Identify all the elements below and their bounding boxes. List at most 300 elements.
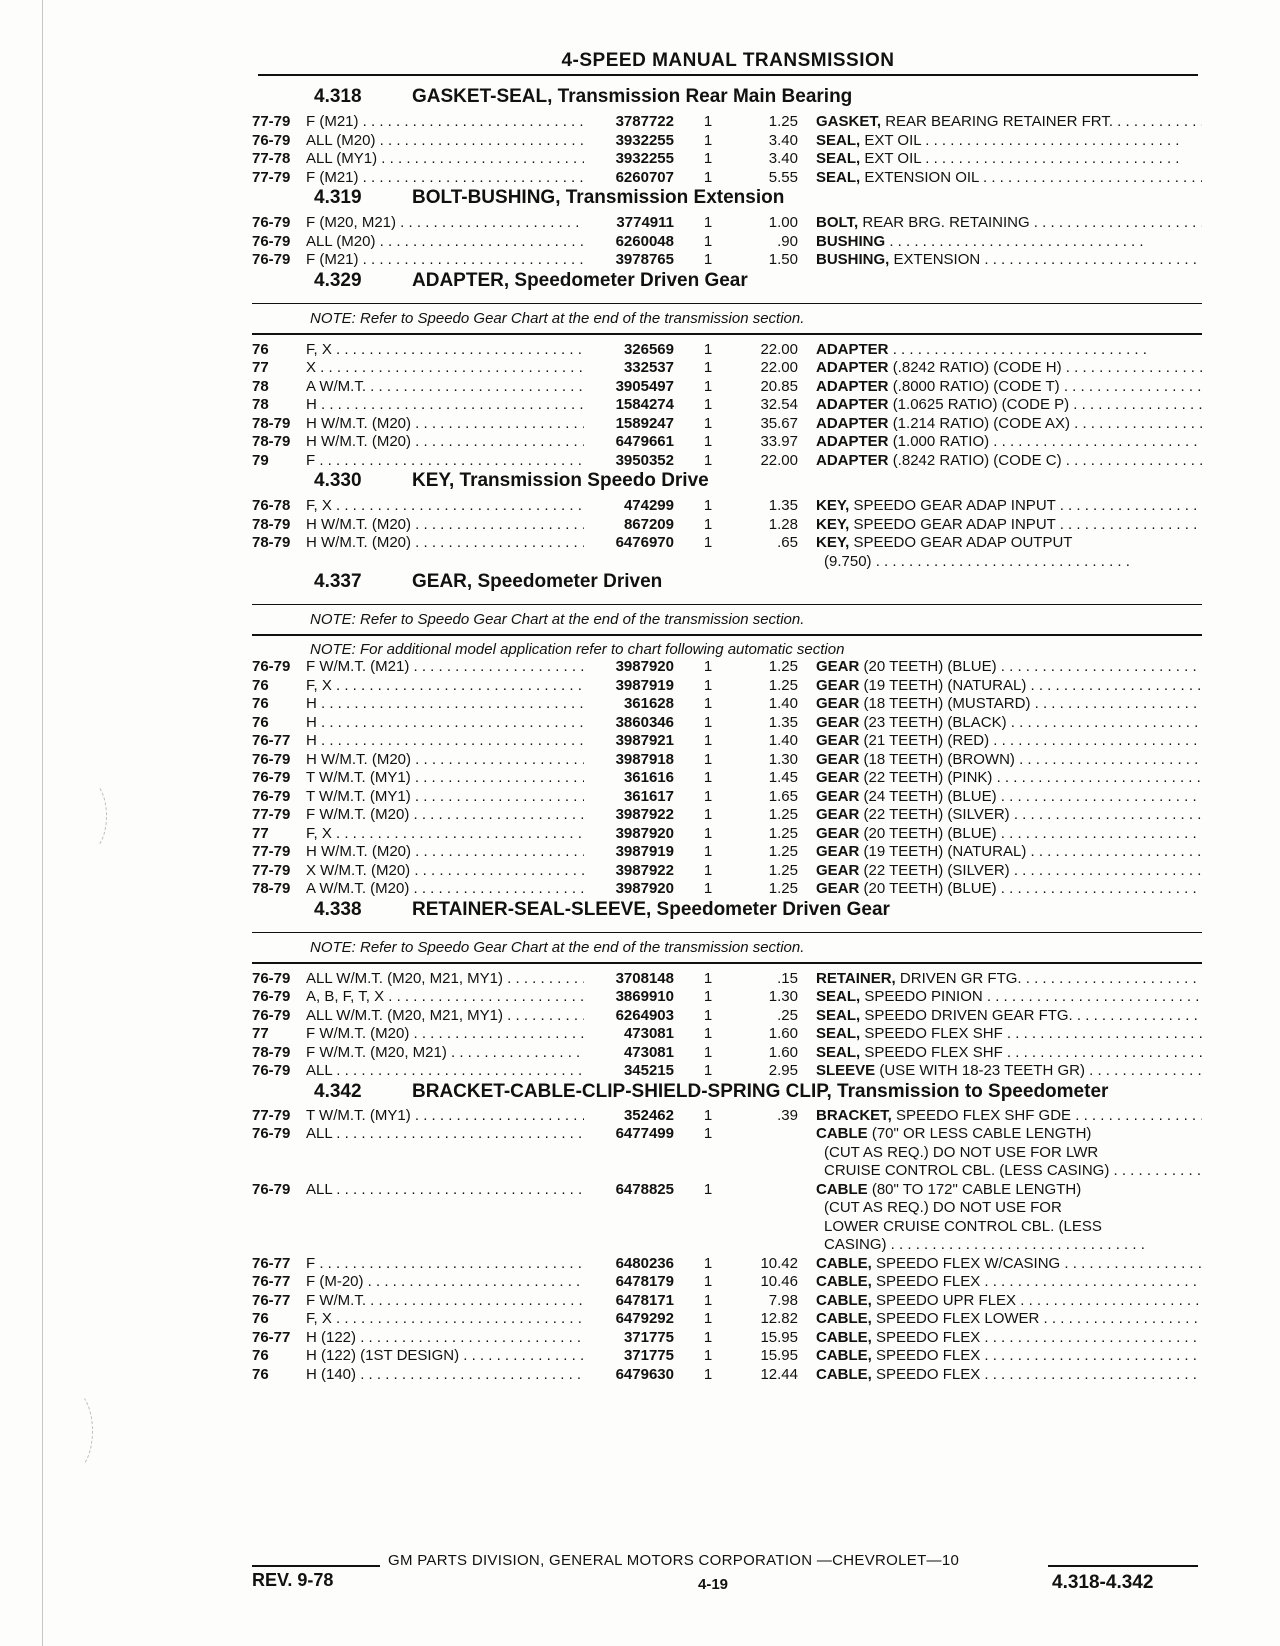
description-text: (20 TEETH) (BLUE) [863, 824, 997, 842]
part-number: 6260048 [615, 232, 674, 250]
description-line [816, 516, 1202, 535]
part-name: RETAINER, [816, 969, 896, 987]
model-application-text: A W/M.T. . . . [306, 378, 584, 395]
description-line [816, 1062, 1202, 1081]
part-name: ADAPTER [816, 433, 889, 450]
model-application [306, 452, 584, 471]
price: 1.28 [768, 515, 798, 533]
model-years: 76-77 [252, 1328, 291, 1346]
part-row [252, 169, 1202, 188]
price: 3.40 [768, 131, 798, 149]
model-application-text: A, B, F, T, X . . . [306, 988, 584, 1005]
model-application [306, 1366, 584, 1385]
part-row [252, 825, 1202, 844]
model-application [306, 113, 584, 132]
part-row [252, 714, 1202, 733]
part-row [252, 769, 1202, 788]
model-years: 76-78 [252, 497, 291, 514]
description-text: (19 TEETH) (NATURAL) [863, 843, 1027, 860]
part-row [252, 233, 1202, 252]
part-name: CABLE, [816, 1273, 872, 1290]
part-description [816, 415, 1202, 434]
part-number: 3860346 [615, 713, 674, 731]
model-application-text: F W/M.T. (M20) . . . [306, 1025, 584, 1042]
part-row [252, 433, 1202, 452]
quantity: 1 [703, 451, 713, 469]
part-name: GEAR [816, 806, 860, 823]
part-row [252, 1273, 1202, 1292]
price: .39 [777, 1106, 798, 1124]
quantity: 1 [703, 113, 713, 130]
part-description [816, 1181, 1202, 1255]
model-years: 76-79 [252, 1062, 291, 1079]
part-description [816, 1310, 1202, 1329]
description-text: SPEEDO FLEX [876, 1365, 981, 1383]
part-name: GEAR [816, 732, 860, 749]
model-application [306, 1044, 584, 1063]
model-years: 78 [252, 377, 269, 395]
price [738, 1181, 816, 1255]
description-text: LOWER CRUISE CONTROL CBL. (LESS [824, 1217, 1102, 1235]
part-number: 6478179 [615, 1273, 674, 1290]
model-application [306, 1255, 584, 1274]
part-row [252, 658, 1202, 677]
quantity: 1 [703, 1291, 713, 1309]
model-years: 76 [252, 340, 269, 358]
part-number: 6477499 [615, 1125, 674, 1142]
model-years: 76-79 [252, 1006, 291, 1024]
section-title: RETAINER-SEAL-SLEEVE, Speedometer Driven Gear [412, 898, 890, 920]
description-line [816, 1125, 1202, 1144]
part-description [816, 1025, 1202, 1044]
part-name: GEAR [816, 676, 860, 694]
description-line [816, 169, 1202, 188]
part-number: 3905497 [615, 377, 674, 395]
model-years: 77 [252, 359, 269, 376]
price: 7.98 [768, 1291, 798, 1309]
description-line [816, 433, 1202, 452]
part-name: ADAPTER [816, 377, 889, 395]
part-row [252, 1025, 1202, 1044]
description-line [816, 1310, 1202, 1329]
part-description [816, 433, 1202, 452]
model-application-text: F (M21) . . . [306, 113, 584, 130]
description-text: (CUT AS REQ.) DO NOT USE FOR LWR [824, 1143, 1099, 1161]
price: 15.95 [760, 1328, 798, 1346]
description-text: EXTENSION [893, 251, 981, 268]
description-text: SPEEDO FLEX SHF [864, 1025, 1003, 1042]
model-application-text: H W/M.T. (M20) . . . [306, 843, 584, 860]
part-description [816, 988, 1202, 1007]
quantity: 1 [703, 713, 713, 731]
footer-rule [252, 1565, 380, 1567]
quantity: 1 [703, 1347, 713, 1364]
section-heading [252, 270, 1202, 297]
price: 35.67 [760, 414, 798, 432]
description-text: (9.750) [824, 552, 872, 570]
scan-artifact-mark [52, 1390, 93, 1472]
model-application [306, 534, 584, 571]
part-description [816, 1366, 1202, 1385]
description-text: (USE WITH 18-23 TEETH GR) . . . [879, 1062, 1110, 1079]
description-line [816, 1255, 1202, 1274]
model-application [306, 497, 584, 516]
section-title: GASKET-SEAL, Transmission Rear Main Bearing [412, 86, 853, 107]
quantity: 1 [703, 676, 713, 694]
section-heading [252, 470, 1202, 497]
part-row [252, 751, 1202, 770]
description-text: SPEEDO PINION [864, 988, 983, 1005]
section-title: BOLT-BUSHING, Transmission Extension [412, 187, 785, 208]
binding-margin-line [42, 0, 43, 1646]
page-title: 4-SPEED MANUAL TRANSMISSION [561, 50, 895, 71]
model-application-text: T W/M.T. (MY1) . . . [306, 1107, 584, 1124]
model-application [306, 806, 584, 825]
description-line [816, 1044, 1202, 1063]
part-number: 326569 [623, 340, 674, 358]
description-text: DRIVEN GR FTG. [899, 969, 1022, 987]
description-line [816, 1107, 1202, 1126]
part-row [252, 132, 1202, 151]
quantity: 1 [703, 497, 713, 514]
model-years: 77-79 [252, 1106, 291, 1124]
price: 15.95 [760, 1347, 798, 1364]
part-number: 6479292 [615, 1310, 674, 1327]
revision-label: REV. 9-78 [252, 1570, 334, 1590]
part-number: 3987920 [615, 824, 674, 842]
description-line [816, 214, 1202, 233]
price: .15 [777, 969, 798, 987]
part-name: GEAR [816, 861, 860, 879]
price: 10.46 [760, 1273, 798, 1290]
part-description [816, 378, 1202, 397]
model-application [306, 169, 584, 188]
price: 10.42 [760, 1254, 798, 1272]
model-years: 76-79 [252, 214, 291, 231]
part-row [252, 497, 1202, 516]
section-note: NOTE: Refer to Speedo Gear Chart at the end of the transmission section. [310, 309, 805, 327]
description-text: (24 TEETH) (BLUE) [863, 787, 997, 805]
model-application-text: H W/M.T. (M20) . . . [306, 433, 584, 450]
quantity: 1 [703, 1062, 713, 1079]
description-text: SPEEDO FLEX [876, 1347, 981, 1364]
note-rule [252, 962, 1202, 964]
model-application-text: ALL . . . [306, 1181, 584, 1198]
price: 1.30 [768, 988, 798, 1005]
part-number: 1584274 [615, 396, 674, 413]
model-years: 76-79 [252, 1180, 291, 1198]
part-number: 3987921 [615, 732, 674, 749]
price: 20.85 [760, 377, 798, 395]
model-application-text: F (M21) . . . [306, 251, 584, 268]
page-number: 4-19 [698, 1576, 729, 1593]
quantity: 1 [703, 843, 713, 860]
description-text: (CUT AS REQ.) DO NOT USE FOR [824, 1199, 1062, 1216]
description-line [816, 1144, 1202, 1163]
part-description [816, 516, 1202, 535]
part-description [816, 1062, 1202, 1081]
part-number: 3987922 [615, 806, 674, 823]
model-application [306, 970, 584, 989]
model-years: 76-79 [252, 1125, 291, 1142]
model-application-text: H W/M.T. (M20) . . . [306, 534, 584, 551]
part-description [816, 658, 1202, 677]
part-number: 371775 [623, 1347, 674, 1364]
model-years: 76-79 [252, 969, 291, 987]
part-number: 361617 [623, 787, 674, 805]
model-application [306, 769, 584, 788]
part-description [816, 970, 1202, 989]
part-number: 3987920 [615, 658, 674, 675]
model-application-text: F W/M.T. (M20, M21) . . . [306, 1044, 584, 1061]
model-application-text: F W/M.T. (M21) . . . [306, 658, 584, 675]
part-number: 3708148 [615, 969, 674, 987]
description-text: SPEEDO FLEX W/CASING [876, 1254, 1061, 1272]
part-name: CABLE, [816, 1254, 872, 1272]
part-description [816, 497, 1202, 516]
description-line [816, 825, 1202, 844]
part-name: GEAR [816, 695, 860, 712]
description-text: (.8000 RATIO) (CODE T) [892, 377, 1060, 395]
part-row [252, 113, 1202, 132]
price: 2.95 [768, 1062, 798, 1079]
description-text: CRUISE CONTROL CBL. (LESS CASING) . [824, 1162, 1118, 1179]
model-years: 77-79 [252, 113, 291, 130]
part-number: 3978765 [615, 251, 674, 268]
model-application [306, 825, 584, 844]
description-text: SPEEDO FLEX SHF [864, 1043, 1003, 1061]
model-application-text: H W/M.T. (M20) . . . [306, 751, 584, 768]
section-number: 4.319 [314, 187, 362, 208]
part-number: 6260707 [615, 168, 674, 186]
quantity: 1 [703, 1106, 713, 1124]
note-block [252, 303, 1202, 335]
description-line [816, 843, 1202, 862]
part-description [816, 1292, 1202, 1311]
price: 3.40 [768, 150, 798, 167]
description-text: SPEEDO UPR FLEX [876, 1291, 1017, 1309]
section-heading [252, 899, 1202, 926]
section-heading [252, 1081, 1202, 1107]
part-name: CABLE [816, 1180, 868, 1198]
part-number: 867209 [623, 515, 674, 533]
section-title: KEY, Transmission Speedo Drive [412, 470, 709, 491]
model-years: 76-79 [252, 658, 291, 675]
description-line [816, 677, 1202, 696]
catalog-section [252, 571, 1202, 899]
quantity: 1 [703, 988, 713, 1005]
description-text: (22 TEETH) (PINK) [863, 769, 993, 786]
part-row [252, 214, 1202, 233]
quantity: 1 [703, 1043, 713, 1061]
model-years: 76-77 [252, 732, 291, 749]
part-description [816, 150, 1202, 169]
footer-rule [1048, 1565, 1198, 1567]
price: 1.65 [768, 787, 798, 805]
part-row [252, 341, 1202, 360]
model-application-text: T W/M.T. (MY1) . . . [306, 788, 584, 805]
model-application [306, 396, 584, 415]
model-application [306, 677, 584, 696]
quantity: 1 [703, 534, 713, 551]
model-application-text: ALL (M20) . . . [306, 233, 584, 250]
part-number: 6480236 [615, 1254, 674, 1272]
description-line [816, 378, 1202, 397]
part-name: BRACKET, [816, 1106, 892, 1124]
model-application [306, 132, 584, 151]
quantity: 1 [703, 658, 713, 675]
price: 1.30 [768, 750, 798, 768]
description-line [816, 1162, 1202, 1181]
description-text: (19 TEETH) (NATURAL) [863, 676, 1027, 694]
part-row [252, 843, 1202, 862]
model-application-text: H . . . [306, 732, 584, 749]
description-line [816, 251, 1202, 270]
description-text: (18 TEETH) (BROWN) [863, 750, 1015, 768]
part-name: CABLE [816, 1125, 868, 1142]
model-application-text: X . . . [306, 359, 584, 376]
part-description [816, 1107, 1202, 1126]
description-text: (.8242 RATIO) (CODE H) [892, 359, 1062, 376]
price: 1.25 [768, 843, 798, 860]
part-number: 474299 [623, 497, 674, 514]
part-name: CABLE, [816, 1328, 872, 1346]
quantity: 1 [703, 150, 713, 167]
model-application [306, 1062, 584, 1081]
model-application-text: ALL . . . [306, 1125, 584, 1142]
description-text: (1.0625 RATIO) (CODE P) [892, 396, 1070, 413]
part-number: 473081 [623, 1025, 674, 1042]
description-text: SPEEDO FLEX SHF GDE [896, 1106, 1072, 1124]
quantity: 1 [703, 1254, 713, 1272]
section-title: GEAR, Speedometer Driven [412, 571, 663, 592]
model-years: 78-79 [252, 414, 291, 432]
scan-artifact-mark [70, 780, 107, 852]
model-application-text: ALL (M20) . . . [306, 132, 584, 149]
part-description [816, 233, 1202, 252]
quantity: 1 [703, 1273, 713, 1290]
price: 1.25 [768, 824, 798, 842]
model-years: 78 [252, 396, 269, 413]
part-name: GEAR [816, 750, 860, 768]
model-application-text: ALL (MY1) . . . [306, 150, 584, 167]
model-years: 76 [252, 1310, 269, 1327]
model-application [306, 233, 584, 252]
section-number: 4.318 [314, 86, 362, 107]
description-text: (22 TEETH) (SILVER) [863, 861, 1010, 879]
model-application [306, 1292, 584, 1311]
model-years: 76 [252, 713, 269, 731]
model-application-text: H W/M.T. (M20) . . . [306, 516, 584, 533]
model-application [306, 1025, 584, 1044]
part-name: SEAL, [816, 150, 861, 167]
part-name: GEAR [816, 880, 860, 897]
description-line [816, 150, 1202, 169]
description-text: SPEEDO GEAR ADAP INPUT [853, 497, 1056, 514]
model-application [306, 732, 584, 751]
part-name: GEAR [816, 713, 860, 731]
part-row [252, 806, 1202, 825]
part-description [816, 825, 1202, 844]
model-application [306, 714, 584, 733]
description-text: SPEEDO FLEX LOWER [876, 1310, 1040, 1327]
quantity: 1 [703, 806, 713, 823]
part-row [252, 516, 1202, 535]
description-text: (20 TEETH) (BLUE) [863, 880, 997, 897]
description-text: SPEEDO FLEX [876, 1328, 981, 1346]
model-years: 76-77 [252, 1254, 291, 1272]
quantity: 1 [703, 1328, 713, 1346]
description-line [816, 1329, 1202, 1348]
price: 1.50 [768, 251, 798, 268]
part-name: SEAL, [816, 168, 861, 186]
section-number: 4.329 [314, 269, 362, 291]
catalog-section [252, 1081, 1202, 1385]
part-description [816, 862, 1202, 881]
model-application-text: ALL W/M.T. (M20, M21, MY1) . . . . [306, 970, 584, 987]
description-text: EXTENSION OIL [864, 168, 979, 186]
part-name: BUSHING [816, 232, 886, 250]
description-line [816, 1292, 1202, 1311]
model-application-text: F, X . . . [306, 497, 584, 514]
catalog-section [252, 270, 1202, 471]
model-years: 76-79 [252, 131, 291, 149]
model-application-text: F . . . [306, 452, 584, 469]
price: 22.00 [760, 359, 798, 376]
description-line [816, 788, 1202, 807]
part-row [252, 1329, 1202, 1348]
part-description [816, 751, 1202, 770]
part-number: 6264903 [615, 1006, 674, 1024]
model-application [306, 843, 584, 862]
description-text: (21 TEETH) (RED) [863, 732, 990, 749]
description-line [816, 695, 1202, 714]
model-years: 76 [252, 1347, 269, 1364]
part-description [816, 732, 1202, 751]
description-line [816, 1236, 1202, 1255]
model-application-text: F W/M.T. . . . [306, 1292, 584, 1309]
part-name: GEAR [816, 787, 860, 805]
description-line [816, 1273, 1202, 1292]
model-application [306, 862, 584, 881]
description-text: REAR BEARING RETAINER FRT. . [885, 113, 1122, 130]
description-text: (18 TEETH) (MUSTARD) [863, 695, 1031, 712]
part-row [252, 378, 1202, 397]
part-number: 361628 [623, 695, 674, 712]
model-application-text: F, X . . . [306, 1310, 584, 1327]
model-application-text: H . . . [306, 396, 584, 413]
parts-content [252, 86, 1202, 1384]
model-years: 76-79 [252, 251, 291, 268]
description-text: (70" OR LESS CABLE LENGTH) [871, 1125, 1092, 1142]
model-application [306, 433, 584, 452]
part-name: BOLT, [816, 214, 859, 231]
part-row [252, 396, 1202, 415]
model-application [306, 1347, 584, 1366]
price: 1.35 [768, 713, 798, 731]
model-application-text: F (M20, M21) . . . [306, 214, 584, 231]
part-description [816, 806, 1202, 825]
part-description [816, 1329, 1202, 1348]
part-number: 3987918 [615, 750, 674, 768]
quantity: 1 [703, 340, 713, 358]
part-row [252, 862, 1202, 881]
quantity: 1 [703, 377, 713, 395]
part-name: KEY, [816, 534, 850, 551]
description-line [816, 1025, 1202, 1044]
part-number: 3987920 [615, 880, 674, 897]
description-text: (22 TEETH) (SILVER) [863, 806, 1010, 823]
